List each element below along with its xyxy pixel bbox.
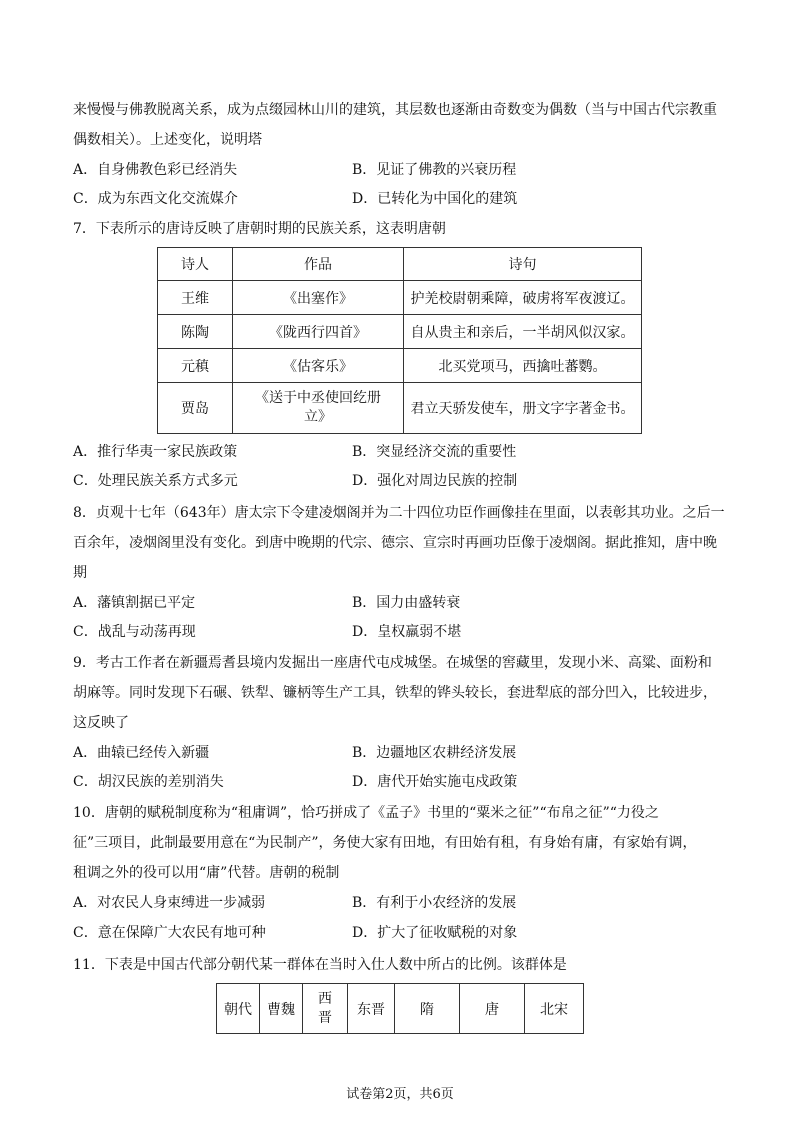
q8-option-b[interactable]: B．国力由盛转衰 — [352, 595, 461, 611]
q9-text-line2: 胡麻等。同时发现下石碾、铁犁、镰柄等生产工具，铁犁的铧头较长，套进犁底的部分凹入，比较进步， — [73, 685, 717, 701]
q11-stem: 11．下表是中国古代部分朝代某一群体在当时入仕人数中所占的比例。该群体是 — [73, 957, 567, 973]
q8-text-line2: 百余年，凌烟阁里没有变化。到唐中晚期的代宗、德宗、宣宗时再画功臣像于凌烟阁。据此推知，唐中晚 — [73, 535, 717, 551]
table-cell: 《陇西行四首》 — [233, 315, 404, 349]
q10-option-b[interactable]: B．有利于小农经济的发展 — [352, 895, 517, 911]
table-cell: 唐 — [460, 984, 525, 1034]
q8-text-line3: 期 — [73, 565, 87, 581]
q9-option-c[interactable]: C．胡汉民族的差别消失 — [73, 774, 224, 790]
q9-option-a[interactable]: A．曲辕已经传入新疆 — [73, 745, 210, 761]
table-cell: 护羌校尉朝乘障，破虏将军夜渡辽。 — [404, 281, 642, 315]
table-cell: 《出塞作》 — [233, 281, 404, 315]
table-header: 作品 — [233, 248, 404, 281]
q7-option-b[interactable]: B．突显经济交流的重要性 — [352, 444, 517, 460]
table-cell: 自从贵主和亲后，一半胡风似汉家。 — [404, 315, 642, 349]
table-cell: 北宋 — [525, 984, 584, 1034]
q6-text-line2: 偶数相关）。上述变化，说明塔 — [73, 132, 262, 148]
q9-text-line1: 9．考古工作者在新疆焉耆县境内发掘出一座唐代屯戍城堡。在城堡的窖藏里，发现小米、高粱、面粉和 — [73, 655, 712, 671]
table-row — [217, 984, 584, 1034]
q6-option-b[interactable]: B．见证了佛教的兴衰历程 — [352, 162, 517, 178]
table-cell: 北买党项马，西擒吐蕃鹦。 — [404, 349, 642, 383]
table-header: 诗句 — [404, 248, 642, 281]
q7-option-a[interactable]: A．推行华夷一家民族政策 — [73, 444, 238, 460]
q9-option-b[interactable]: B．边疆地区农耕经济发展 — [352, 745, 517, 761]
q8-text-line1: 8．贞观十七年（643年）唐太宗下令建凌烟阁并为二十四位功臣作画像挂在里面，以表彰其功业。之后一 — [73, 505, 725, 521]
table-row — [158, 281, 642, 315]
q6-option-d[interactable]: D．已转化为中国化的建筑 — [352, 191, 518, 207]
q7-poetry-table — [157, 247, 642, 434]
table-cell: 朝代 — [217, 984, 260, 1034]
table-header: 诗人 — [158, 248, 233, 281]
table-cell: 《估客乐》 — [233, 349, 404, 383]
page-footer: 试卷第2页，共6页 — [346, 1087, 454, 1102]
q10-text-line1: 10．唐朝的赋税制度称为“租庸调”，恰巧拼成了《孟子》书里的“粟米之征”“布帛之征”“力役之 — [73, 805, 659, 821]
q6-option-c[interactable]: C．成为东西文化交流媒介 — [73, 191, 238, 207]
q6-option-a[interactable]: A．自身佛教色彩已经消失 — [73, 162, 238, 178]
table-cell: 《送于中丞使回纥册立》 — [233, 383, 404, 434]
table-row — [158, 315, 642, 349]
table-cell: 东晋 — [348, 984, 395, 1034]
q10-option-d[interactable]: D．扩大了征收赋税的对象 — [352, 925, 518, 941]
table-cell: 隋 — [395, 984, 460, 1034]
table-cell: 贾岛 — [158, 383, 233, 434]
q10-text-line3: 租调之外的役可以用“庸”代替。唐朝的税制 — [73, 865, 340, 881]
table-cell: 君立天骄发使车，册文字字著金书。 — [404, 383, 642, 434]
q10-option-c[interactable]: C．意在保障广大农民有地可种 — [73, 925, 266, 941]
table-cell: 王维 — [158, 281, 233, 315]
q10-option-a[interactable]: A．对农民人身束缚进一步减弱 — [73, 895, 266, 911]
table-row — [158, 383, 642, 434]
q9-option-d[interactable]: D．唐代开始实施屯戍政策 — [352, 774, 518, 790]
q11-dynasty-table — [216, 983, 584, 1034]
q8-option-c[interactable]: C．战乱与动荡再现 — [73, 624, 196, 640]
q7-option-d[interactable]: D．强化对周边民族的控制 — [352, 473, 518, 489]
q8-option-a[interactable]: A．藩镇割据已平定 — [73, 595, 196, 611]
table-cell: 曹魏 — [260, 984, 303, 1034]
q7-stem: 7．下表所示的唐诗反映了唐朝时期的民族关系，这表明唐朝 — [73, 221, 446, 237]
table-cell: 元稹 — [158, 349, 233, 383]
q10-text-line2: 征”三项目，此制最要用意在“为民制产”，务使大家有田地，有田始有租，有身始有庸，有家始有调， — [73, 835, 697, 851]
q8-option-d[interactable]: D．皇权羸弱不堪 — [352, 624, 462, 640]
table-cell: 陈陶 — [158, 315, 233, 349]
table-row — [158, 349, 642, 383]
q6-text-line1: 来慢慢与佛教脱离关系，成为点缀园林山川的建筑，其层数也逐渐由奇数变为偶数（当与中国古代宗教重 — [73, 102, 717, 118]
q7-option-c[interactable]: C．处理民族关系方式多元 — [73, 473, 238, 489]
table-cell: 西晋 — [303, 984, 348, 1034]
q9-text-line3: 这反映了 — [73, 715, 129, 731]
